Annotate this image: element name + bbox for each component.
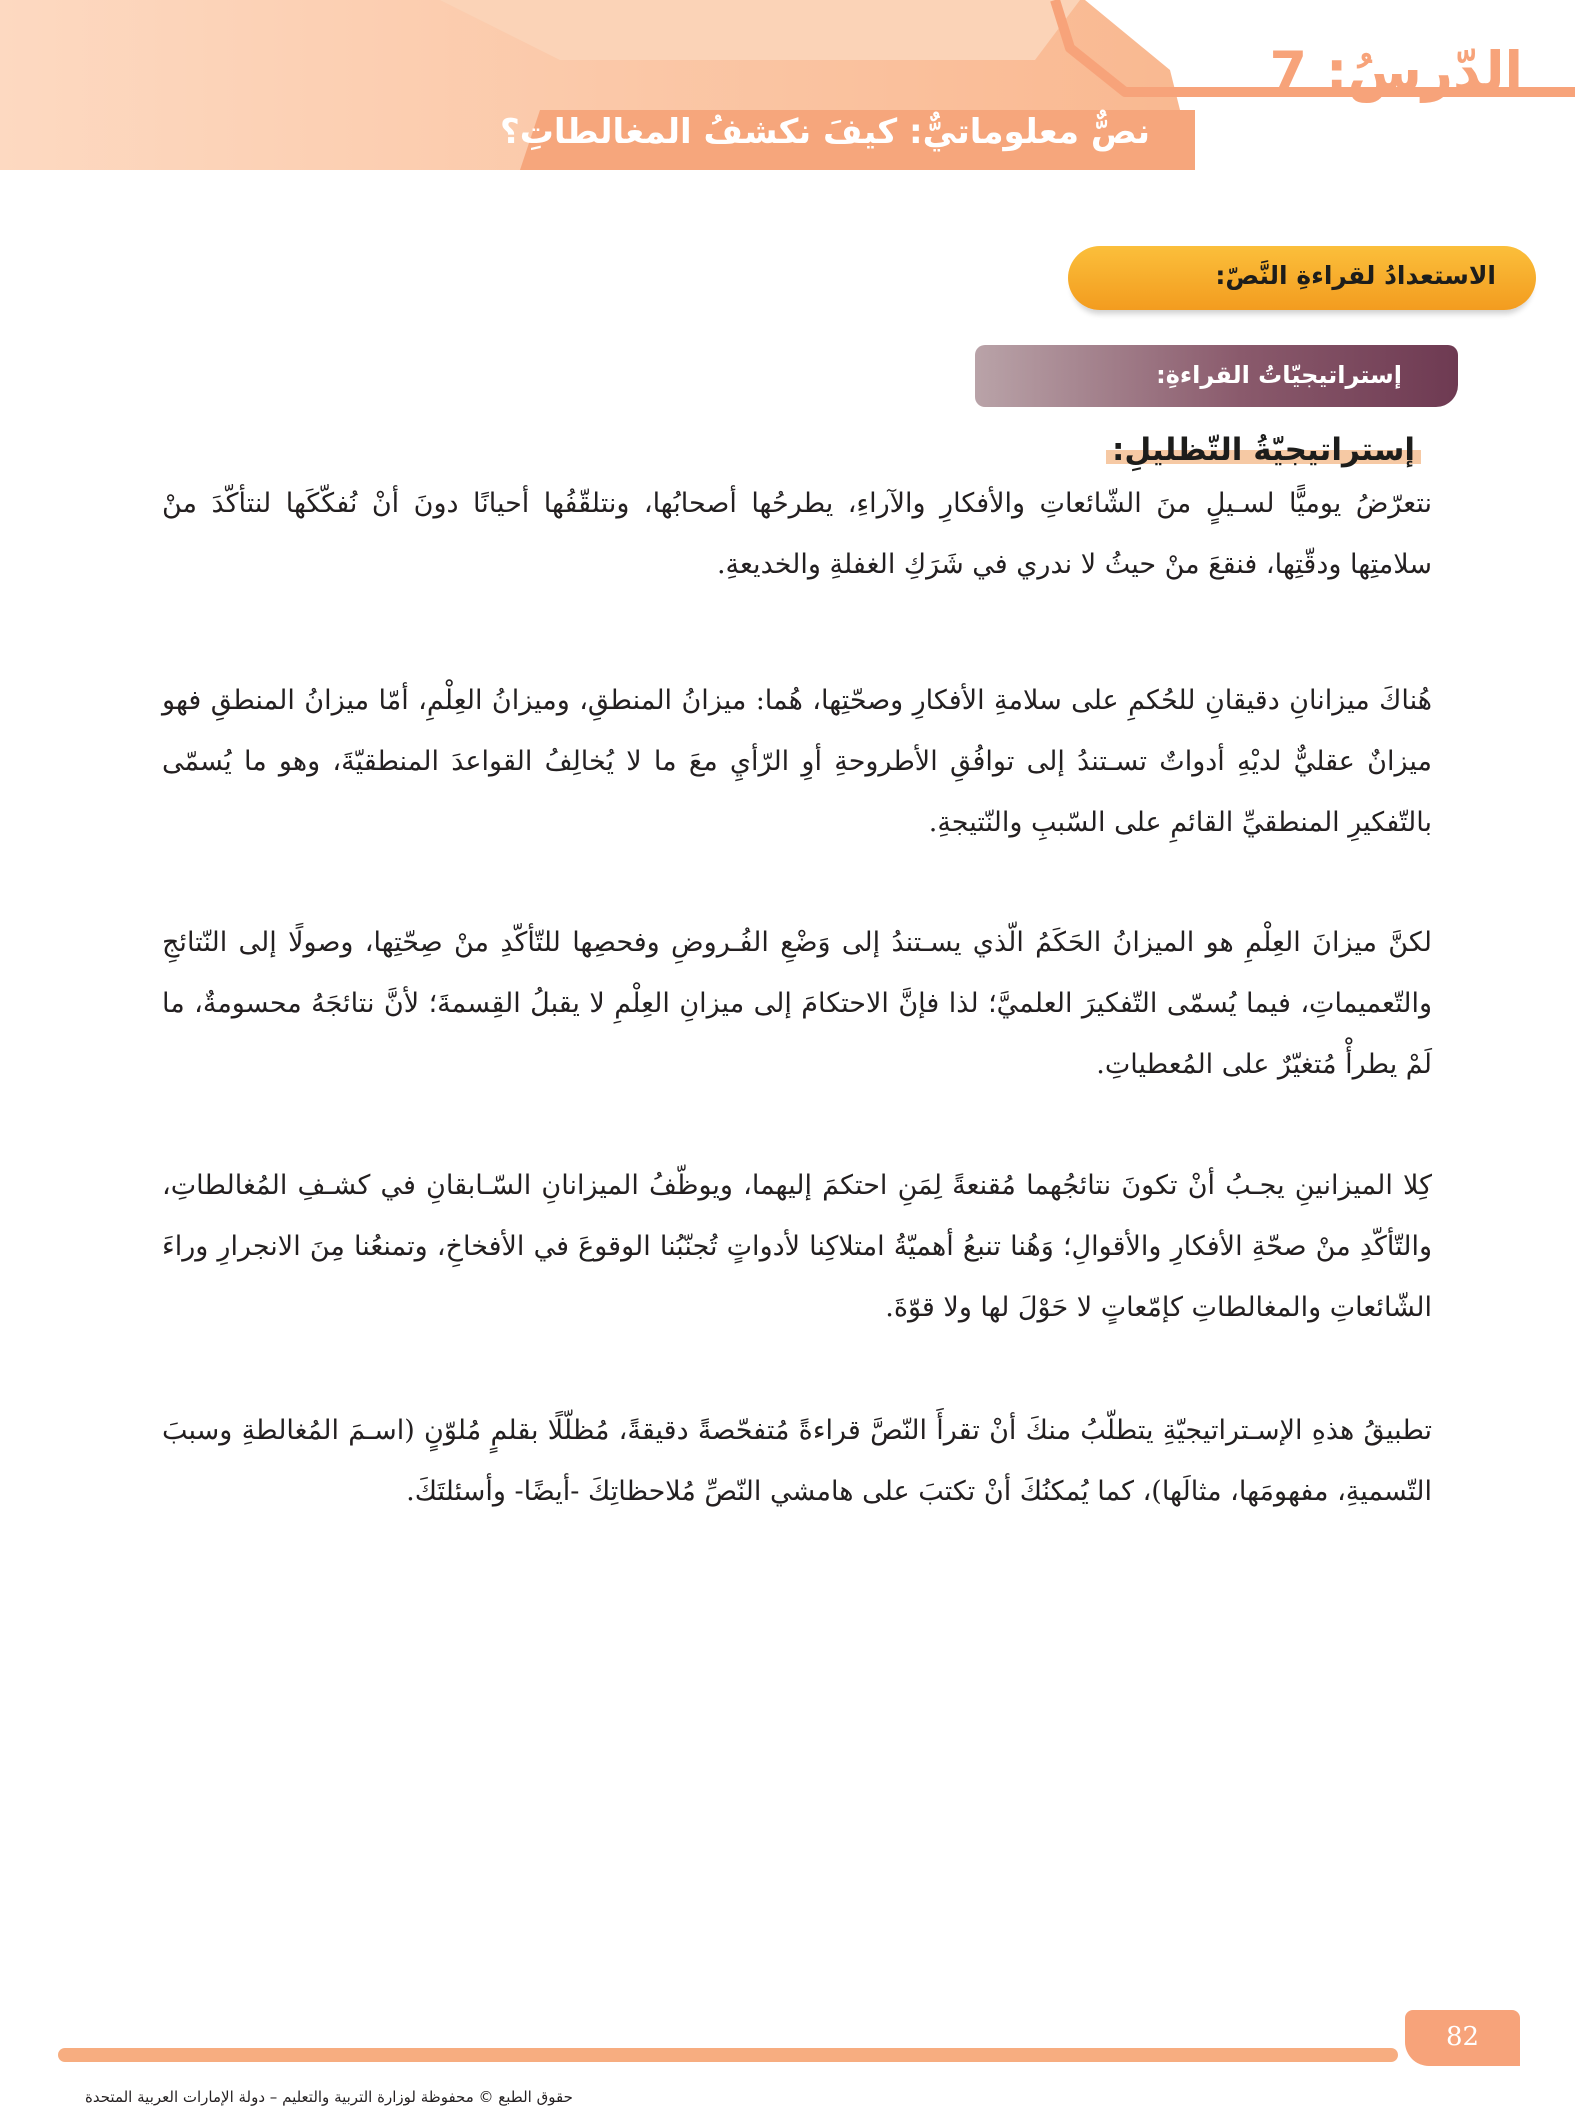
lesson-number: الدّرسُ: 7 [1269,40,1523,103]
paragraph-4: كِلا الميزانينِ يجـبُ أنْ تكونَ نتائجُهما مُقنعةً لِمَنِ احتكمَ إليهما، ويوظّفُ الميزانانِ السّـابقانِ في كشـفِ المُغالطاتِ، والتّأكّدِ منْ صحّةِ الأفكارِ والأقوالِ؛ وَهُنا تنبعُ أهميّةُ امتلاكِنا لأدواتٍ تُجنّبُنا الوقوعَ في الأفخاخِ، وتمنعُنا مِنَ الانجرارِ وراءَ الشّائعاتِ والمغالطاتِ كإمّعاتٍ لا حَوْلَ لها ولا قوّةَ. [162,1170,1432,1323]
footer-bar [58,2048,1398,2062]
paragraph-2: هُناكَ ميزانانِ دقيقانِ للحُكمِ على سلامةِ الأفكارِ وصحّتِها، هُما: ميزانُ المنطقِ، وميزانُ العِلْمِ، أمّا ميزانُ المنطقِ فهو ميزانٌ عقليٌّ لديْهِ أدواتٌ تسـتندُ إلى توافُقِ الأطروحةِ أوِ الرّأيِ معَ ما لا يُخالِفُ القواعدَ المنطقيّةَ، وهو ما يُسمّى بالتّفكيرِ المنطقيِّ القائمِ على السّببِ والنّتيجةِ. [162,685,1432,838]
prepare-reading-label: الاستعدادُ لقراءةِ النَّصّ: [1215,261,1496,290]
reading-strategies-tab [975,345,1458,407]
page-number: 82 [1445,2022,1480,2052]
paragraph-3: لكنَّ ميزانَ العِلْمِ هو الميزانُ الحَكَمُ الّذي يسـتندُ إلى وَضْعِ الفُـروضِ وفحصِها للتّأكّدِ منْ صِحّتِها، وصولًا إلى النّتائجِ والتّعميماتِ، فيما يُسمّى التّفكيرَ العلميَّ؛ لذا فإنَّ الاحتكامَ إلى ميزانِ العِلْمِ لا يقبلُ القِسمةَ؛ لأنَّ نتائجَهُ محسومةٌ، ما لَمْ يطرأْ مُتغيّرٌ على المُعطياتِ. [162,927,1432,1080]
paragraph-1: نتعرّضُ يوميًّا لسـيلٍ منَ الشّائعاتِ والأفكارِ والآراءِ، يطرحُها أصحابُها، ونتلقّفُها أحيانًا دونَ أنْ نُفكّكَها لنتأكّدَ منْ سلامتِها ودقّتِها، فنقعَ منْ حيثُ لا ندري في شَرَكِ الغفلةِ والخديعةِ. [162,488,1432,580]
strategy-title: إستراتيجيّةُ التّظليلِ: [1111,432,1415,468]
page-number-tab [1405,2010,1520,2066]
reading-strategies-label: إستراتيجيّاتُ القراءةِ: [1156,361,1402,389]
lesson-subtitle: نصٌّ معلوماتيٌّ: كيفَ نكشفُ المغالطاتِ؟ [499,112,1150,152]
paragraph-5: تطبيقُ هذهِ الإسـتراتيجيّةِ يتطلّبُ منكَ أنْ تقرأَ النّصَّ قراءةً مُتفحّصةً دقيقةً، مُظلّلًا بقلمٍ مُلوّنٍ (اسـمَ المُغالطةِ وسببَ التّسميةِ، مفهومَها، مثالَها)، كما يُمكنُكَ أنْ تكتبَ على هامشي النّصِّ مُلاحظاتِكَ -أيضًا- وأسئلتَكَ. [162,1415,1432,1507]
prepare-reading-pill [1068,246,1536,310]
copyright-notice: حقوق الطبع © محفوظة لوزارة التربية والتعليم – دولة الإمارات العربية المتحدة [85,2088,573,2106]
